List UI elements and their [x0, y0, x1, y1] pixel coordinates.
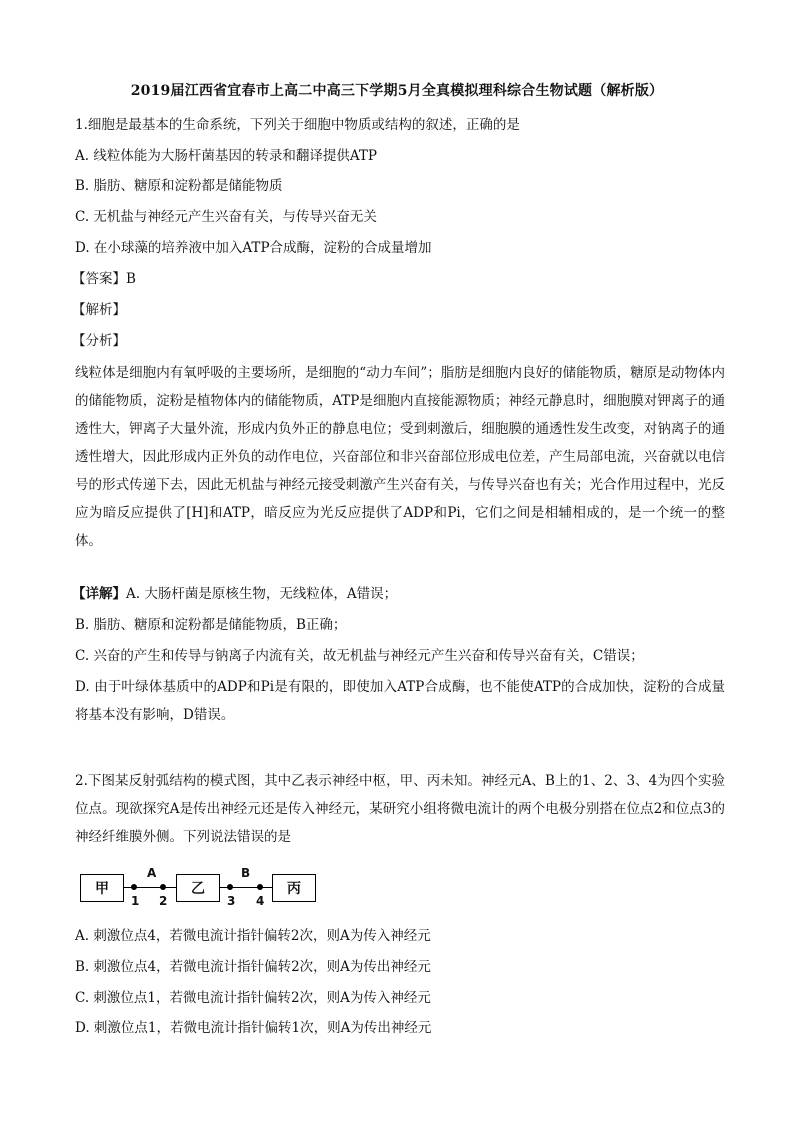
site-4-dot	[257, 884, 263, 890]
site-2-dot	[160, 884, 166, 890]
box-jia: 甲	[80, 874, 124, 902]
q1-detail-d: D. 由于叶绿体基质中的ADP和Pi是有限的，即使加入ATP合成酶，也不能使ATP的合成加快，淀粉的合成量将基本没有影响，D错误。	[75, 679, 725, 723]
q1-analysis-heading: 【解析】	[72, 302, 126, 318]
site-4-label: 4	[256, 894, 265, 908]
q1-detail-heading: 【详解】	[72, 586, 126, 602]
q1-option-a: A. 线粒体能为大肠杆菌基因的转录和翻译提供ATP	[75, 148, 377, 164]
site-1-label: 1	[131, 894, 140, 908]
q2-option-c: C. 刺激位点1，若微电流计指针偏转2次，则A为传入神经元	[75, 990, 431, 1006]
q1-option-d: D. 在小球藻的培养液中加入ATP合成酶，淀粉的合成量增加	[75, 240, 432, 256]
q1-fenxi-heading: 【分析】	[72, 333, 126, 349]
q2-stem: 2.下图某反射弧结构的模式图，其中乙表示神经中枢，甲、丙未知。神经元A、B上的1、2、3、4为四个实验位点。现欲探究A是传出神经元还是传入神经元，某研究小组将微电流计的两个电极分别搭在位点2和位点3的神经纤维膜外侧。下列说法错误的是	[75, 773, 725, 845]
q1-answer: 【答案】B	[72, 271, 136, 287]
q2-option-b: B. 刺激位点4，若微电流计指针偏转2次，则A为传出神经元	[75, 959, 431, 975]
reflex-arc-diagram	[80, 862, 320, 910]
box-yi: 乙	[176, 874, 220, 902]
q1-fenxi-text: 线粒体是细胞内有氧呼吸的主要场所，是细胞的“动力车间”；脂肪是细胞内良好的储能物质，糖原是动物体内的储能物质，淀粉是植物体内的储能物质，ATP是细胞内直接能源物质；神经元静息时，细胞膜对钾离子的通透性大，钾离子大量外流，形成内负外正的静息电位；受到刺激后，细胞膜的通透性发生改变，对钠离子的通透性增大，因此形成内正外负的动作电位，兴奋部位和非兴奋部位形成电位差，产生局部电流，兴奋就以电信号的形式传递下去，因此无机盐与神经元接受刺激产生兴奋有关，与传导兴奋也有关；光合作用过程中，光反应为暗反应提供了[H]和ATP，暗反应为光反应提供了ADP和Pi，它们之间是相辅相成的，是一个统一的整体。	[75, 365, 725, 549]
q1-option-b: B. 脂肪、糖原和淀粉都是储能物质	[75, 178, 283, 194]
q1-stem: 1.细胞是最基本的生命系统，下列关于细胞中物质或结构的叙述，正确的是	[75, 117, 520, 133]
q2-option-a: A. 刺激位点4，若微电流计指针偏转2次，则A为传入神经元	[75, 928, 431, 944]
q2-option-d: D. 刺激位点1，若微电流计指针偏转1次，则A为传出神经元	[75, 1020, 432, 1036]
site-1-dot	[131, 884, 137, 890]
document-title: 2019届江西省宜春市上高二中高三下学期5月全真模拟理科综合生物试题（解析版）	[130, 83, 664, 99]
neuron-a-label: A	[147, 866, 157, 880]
q1-option-c: C. 无机盐与神经元产生兴奋有关，与传导兴奋无关	[75, 209, 377, 225]
site-3-label: 3	[227, 894, 236, 908]
neuron-b-label: B	[241, 866, 251, 880]
box-bing: 丙	[272, 874, 316, 902]
q1-detail-a	[72, 585, 722, 603]
q1-detail-a-text: A. 大肠杆菌是原核生物，无线粒体，A错误；	[126, 586, 398, 602]
q1-detail-b: B. 脂肪、糖原和淀粉都是储能物质，B正确；	[75, 617, 347, 633]
site-2-label: 2	[159, 894, 168, 908]
site-3-dot	[227, 884, 233, 890]
q1-detail-c: C. 兴奋的产生和传导与钠离子内流有关，故无机盐与神经元产生兴奋和传导兴奋有关，C错误；	[75, 648, 644, 664]
